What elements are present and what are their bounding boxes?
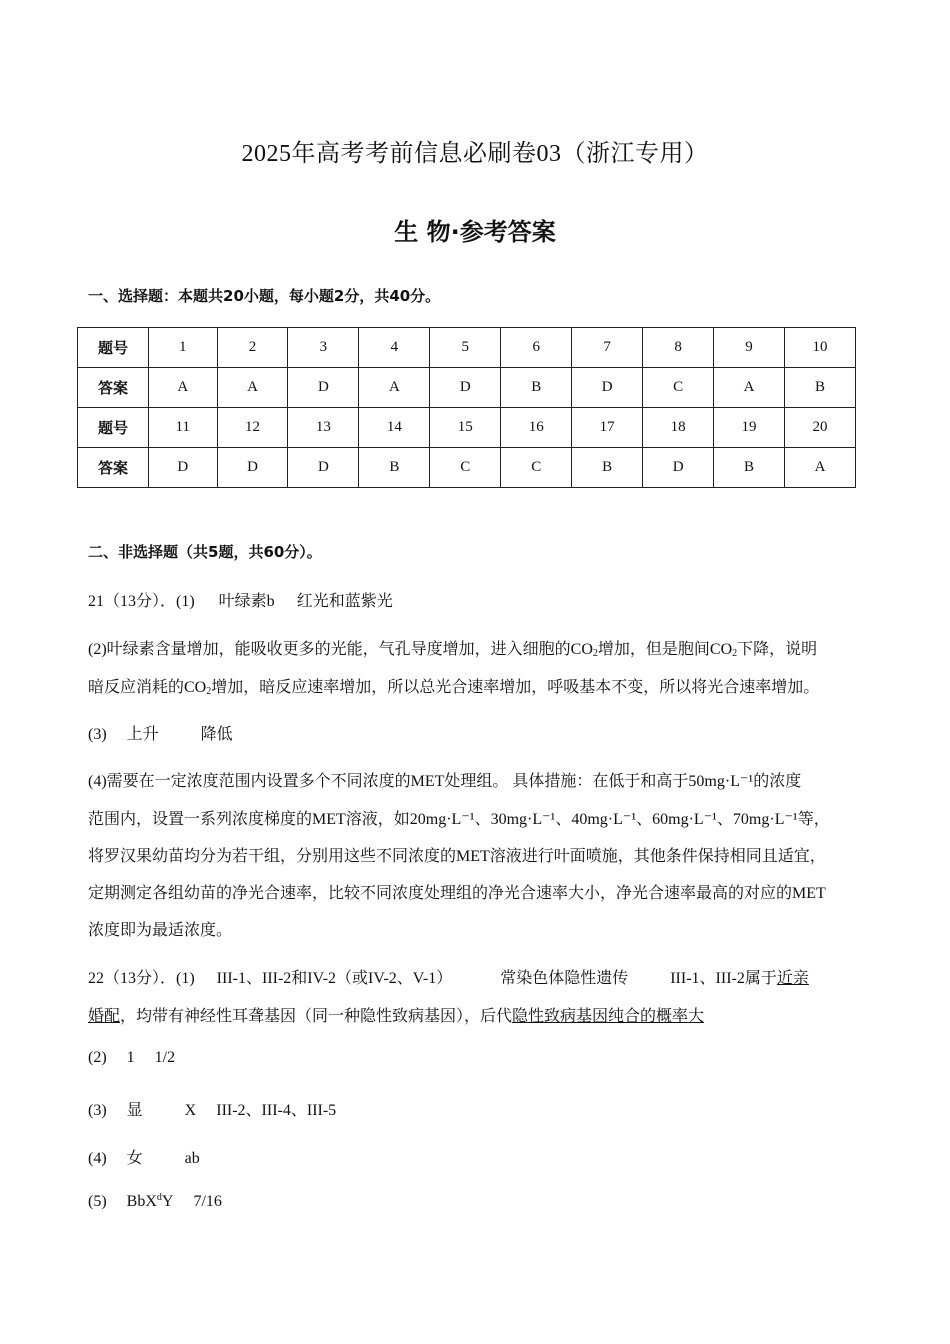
part-label: (3) [88, 726, 107, 743]
paragraph-text: 增加，但是胞间CO [597, 641, 733, 658]
table-cell: A [785, 448, 856, 488]
underlined-text: 婚配 [88, 1008, 121, 1025]
superscript: d [156, 1192, 162, 1203]
row-label: 题号 [78, 408, 149, 448]
table-cell: 14 [359, 408, 430, 448]
answer-text: 叶绿素b [218, 593, 275, 610]
table-row [78, 328, 856, 368]
q21-part2-line1 [88, 636, 817, 659]
table-cell: 8 [643, 328, 714, 368]
q21-part1 [88, 588, 393, 611]
q22-part3 [88, 1097, 336, 1120]
answer-text: III-2、III-4、III-5 [216, 1102, 337, 1119]
paragraph-text: ，均带有神经性耳聋基因（同一种隐性致病基因），后代 [120, 1008, 513, 1025]
q22-heading: 22（13分）．(1) [88, 970, 195, 987]
table-cell: 9 [714, 328, 785, 368]
table-cell: 13 [288, 408, 359, 448]
table-cell: B [501, 368, 572, 408]
answer-text: X [184, 1102, 197, 1119]
table-cell: C [430, 448, 501, 488]
table-cell: D [149, 448, 218, 488]
answer-text: 显 [126, 1102, 143, 1119]
row-label: 答案 [78, 368, 149, 408]
answer-text: Y [161, 1193, 174, 1210]
table-cell: D [217, 448, 288, 488]
paragraph-text: (2)叶绿素含量增加，能吸收更多的光能，气孔导度增加，进入细胞的CO [88, 641, 593, 658]
table-cell: 20 [785, 408, 856, 448]
answer-text: 女 [126, 1150, 143, 1167]
table-row [78, 448, 856, 488]
table-cell: 1 [149, 328, 218, 368]
table-cell: 2 [217, 328, 288, 368]
subscript: 2 [206, 686, 212, 697]
answer-text: ab [184, 1150, 200, 1167]
table-cell: 5 [430, 328, 501, 368]
part-label: (2) [88, 1049, 107, 1066]
table-cell: 4 [359, 328, 430, 368]
table-cell: C [501, 448, 572, 488]
answer-text: BbX [126, 1193, 157, 1210]
table-cell: 6 [501, 328, 572, 368]
part-label: (3) [88, 1102, 107, 1119]
table-cell: 17 [572, 408, 643, 448]
subscript: 2 [732, 648, 738, 659]
table-cell: D [288, 448, 359, 488]
table-cell: 19 [714, 408, 785, 448]
section-heading-choice: 一、选择题：本题共20小题，每小题2分，共40分。 [88, 287, 441, 305]
table-cell: A [217, 368, 288, 408]
answer-table [77, 327, 856, 488]
answer-text: 1 [126, 1049, 135, 1066]
table-cell: 10 [785, 328, 856, 368]
table-cell: B [785, 368, 856, 408]
table-cell: 15 [430, 408, 501, 448]
q21-heading: 21（13分）．(1) [88, 593, 195, 610]
q21-part2-line2 [88, 674, 819, 697]
page-subtitle: 生 物·参考答案 [394, 218, 556, 246]
q22-part1-line2 [88, 1003, 704, 1026]
row-label: 题号 [78, 328, 149, 368]
table-cell: B [714, 448, 785, 488]
table-cell: 16 [501, 408, 572, 448]
paragraph-text: 下降，说明 [737, 641, 818, 658]
q22-part5 [88, 1192, 222, 1211]
table-cell: C [643, 368, 714, 408]
section-heading-nonchoice: 二、非选择题（共5题，共60分）。 [88, 543, 322, 561]
table-cell: D [572, 368, 643, 408]
q21-part4-line1: (4)需要在一定浓度范围内设置多个不同浓度的MET处理组。 具体措施：在低于和高于50mg·L⁻¹的浓度 [88, 773, 802, 790]
q21-part4-line3: 将罗汉果幼苗均分为若干组，分别用这些不同浓度的MET溶液进行叶面喷施，其他条件保持相同且适宜， [88, 848, 826, 865]
paragraph-text: 暗反应消耗的CO [88, 679, 207, 696]
page-title: 2025年高考考前信息必刷卷03（浙江专用） [241, 141, 709, 167]
part-label: (5) [88, 1193, 107, 1210]
table-cell: A [149, 368, 218, 408]
q22-part2 [88, 1049, 175, 1067]
answer-text: 红光和蓝紫光 [296, 593, 393, 610]
q21-part4-line4: 定期测定各组幼苗的净光合速率，比较不同浓度处理组的净光合速率大小，净光合速率最高的对应的MET [88, 885, 826, 902]
answer-text: 上升 [126, 726, 159, 743]
table-cell: D [430, 368, 501, 408]
table-cell: 11 [149, 408, 218, 448]
table-cell: 12 [217, 408, 288, 448]
table-cell: B [359, 448, 430, 488]
subscript: 2 [592, 648, 598, 659]
q22-part1-line1 [88, 965, 809, 988]
table-cell: D [643, 448, 714, 488]
q21-part3 [88, 721, 233, 744]
underlined-text: 近亲 [776, 970, 809, 987]
q21-part4-line2: 范围内，设置一系列浓度梯度的MET溶液，如20mg·L⁻¹、30mg·L⁻¹、40mg·L⁻¹、60mg·L⁻¹、70mg·L⁻¹等， [88, 811, 830, 828]
table-cell: 3 [288, 328, 359, 368]
answer-text: 常染色体隐性遗传 [500, 970, 629, 987]
answer-text: III-1、III-2和IV-2（或IV-2、V-1） [216, 970, 453, 987]
table-row [78, 408, 856, 448]
part-label: (4) [88, 1150, 107, 1167]
answer-text: 1/2 [154, 1049, 176, 1066]
table-cell: 18 [643, 408, 714, 448]
table-cell: 7 [572, 328, 643, 368]
row-label: 答案 [78, 448, 149, 488]
answer-text: 7/16 [193, 1193, 222, 1210]
table-cell: B [572, 448, 643, 488]
paragraph-text: 增加，暗反应速率增加，所以总光合速率增加，呼吸基本不变，所以将光合速率增加。 [211, 679, 820, 696]
table-cell: A [714, 368, 785, 408]
table-row [78, 368, 856, 408]
answer-text: 降低 [200, 726, 233, 743]
underlined-text: 隐性致病基因纯合的概率大 [512, 1008, 705, 1025]
q21-part4-line5: 浓度即为最适浓度。 [88, 922, 233, 939]
q22-part4 [88, 1145, 200, 1168]
answer-text: III-1、III-2属于 [670, 970, 777, 987]
table-cell: D [288, 368, 359, 408]
table-cell: A [359, 368, 430, 408]
